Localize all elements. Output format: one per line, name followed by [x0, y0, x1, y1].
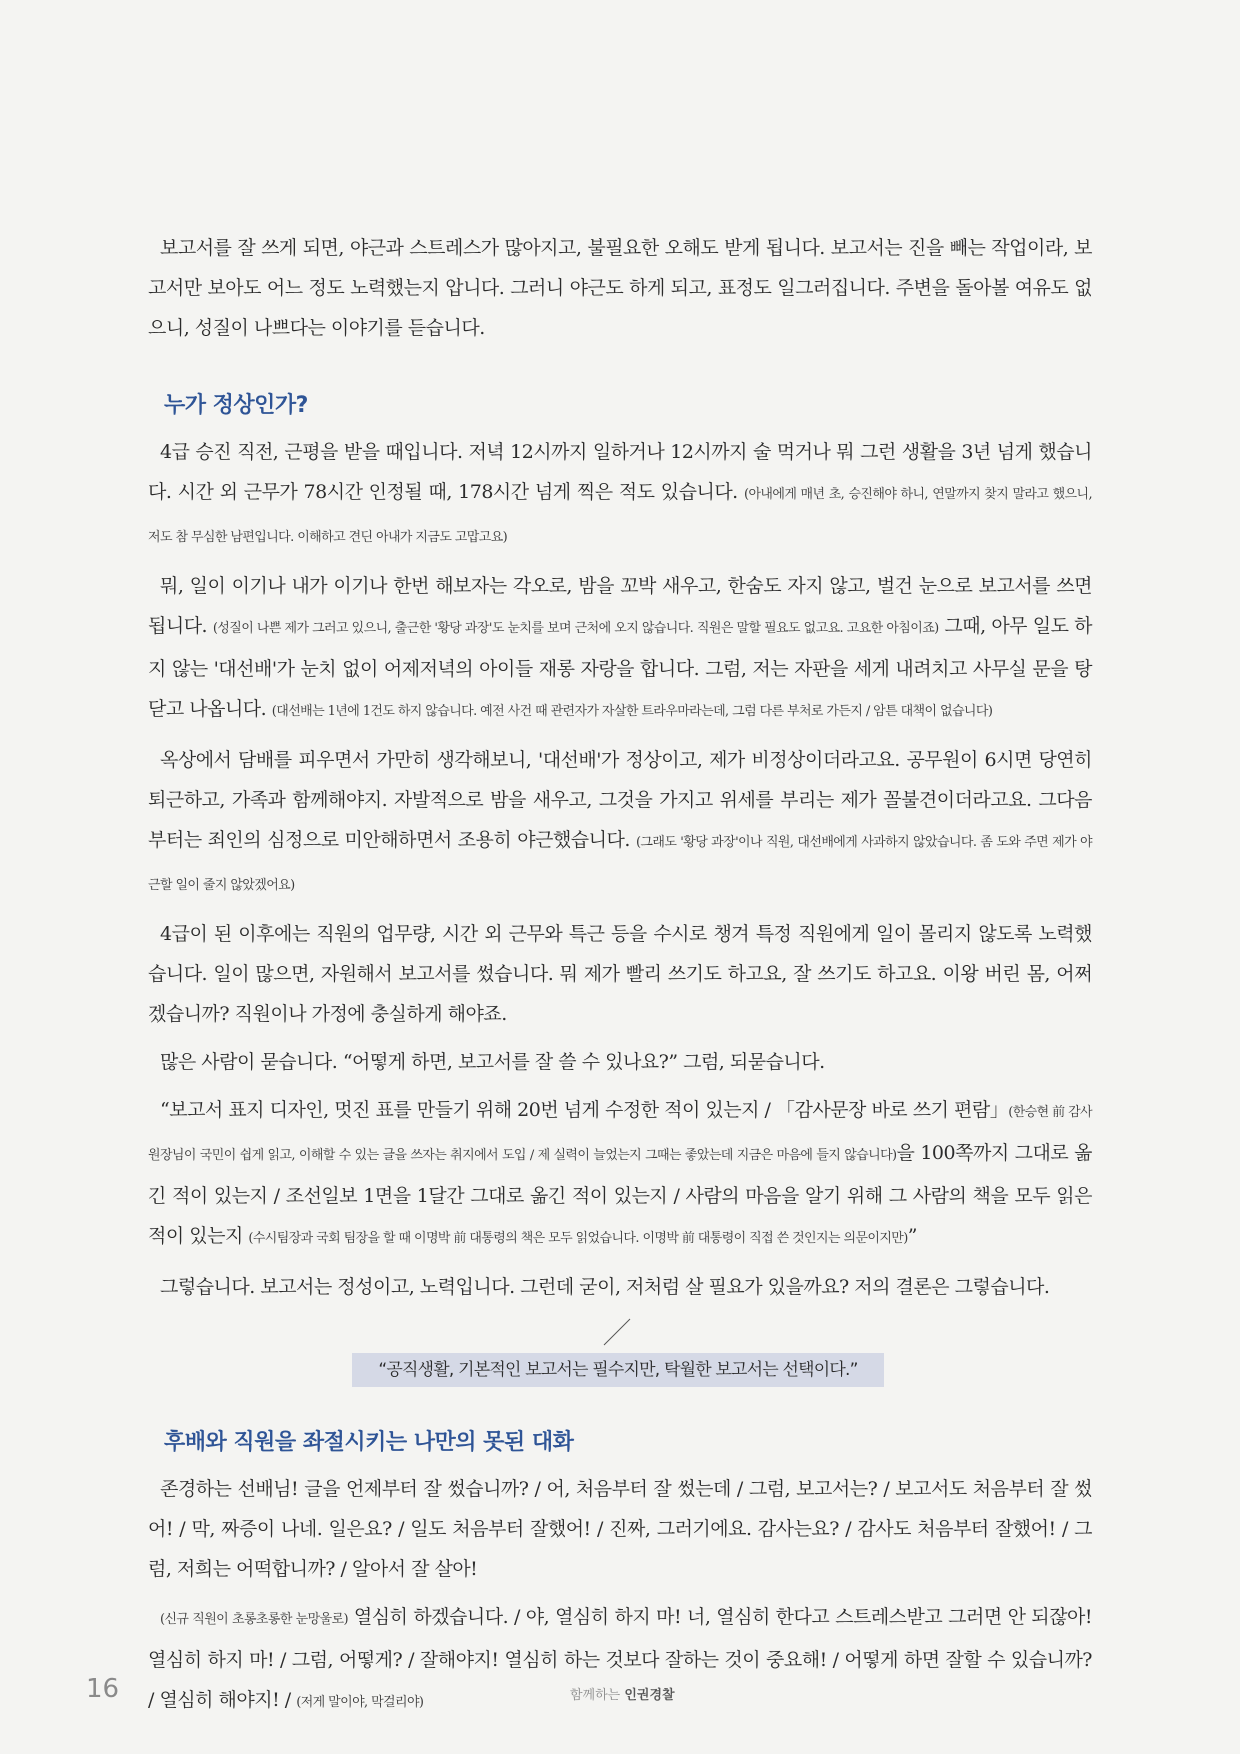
- paragraph-rooftop: [148, 740, 1092, 906]
- paragraph-note: (아내에게 매년 초, 승진해야 하니, 연말까지 찾지 말라고 했으니, 저도 참 무심한 남편입니다. 이해하고 견딘 아내가 지금도 고맙고요): [148, 487, 1092, 545]
- section-heading-normal: 누가 정상인가?: [164, 393, 308, 418]
- paragraph-text: 4급 승진 직전, 근평을 받을 때입니다. 저녁 12시까지 일하거나 12시까지 술 먹거나 뭐 그런 생활을 3년 넘게 했습니다. 시간 외 근무가 78시간 인정될 때, 178시간 넘게 찍은 적도 있습니다.: [148, 441, 1092, 503]
- footer-brand-prefix: 함께하는: [570, 1688, 621, 1703]
- paragraph-note: (대선배는 1년에 1건도 하지 않습니다. 예전 사건 때 관련자가 자살한 트라우마라는데, 그럼 다른 부처로 가든지 / 암튼 대책이 없습니다): [271, 704, 993, 719]
- paragraph-text: 그렇습니다. 보고서는 정성이고, 노력입니다. 그런데 굳이, 저처럼 살 필요가 있을까요? 저의 결론은 그렇습니다.: [160, 1276, 1050, 1298]
- slash-divider-icon: [602, 1317, 632, 1347]
- paragraph-text: 열심히 하겠습니다. / 야, 열심히 하지 마! 너, 열심히 한다고 스트레스받고 그러면 안 되잖아! 열심히 하지 마! / 그럼, 어떻게? / 잘해야지! 열심히 하는 것보다 잘하는 것이 중요해! / 어떻게 하면 잘할 수 있습니까? / 열심히 해야지! /: [148, 1606, 1093, 1711]
- section-heading-bad-dialogue: 후배와 직원을 좌절시키는 나만의 못된 대화: [164, 1430, 574, 1455]
- paragraph-note: (한승현 前 감사원장님이 국민이 쉽게 읽고, 이해할 수 있는 글을 쓰자는 취지에서 도입 / 제 실력이 늘었는지 그때는 좋았는데 지금은 마음에 들지 않습니다): [148, 1105, 1092, 1163]
- paragraph-text: 많은 사람이 묻습니다. “어떻게 하면, 보고서를 잘 쓸 수 있나요?” 그럼, 되묻습니다.: [160, 1051, 825, 1073]
- callout-block: [148, 1317, 1092, 1387]
- paragraph-note: (수시팀장과 국회 팀장을 할 때 이명박 前 대통령의 책은 모두 읽었습니다. 이명박 前 대통령이 직접 쓴 것인지는 의문이지만): [248, 1231, 908, 1246]
- footer-brand: [570, 1684, 675, 1703]
- paragraph-promotion: [148, 432, 1092, 558]
- paragraph-note: (그래도 '황당 과장'이나 직원, 대선배에게 사과하지 않았습니다. 좀 도와 주면 제가 야근할 일이 줄지 않았겠어요): [148, 835, 1092, 893]
- paragraph-text: 옥상에서 담배를 피우면서 가만히 생각해보니, '대선배'가 정상이고, 제가 비정상이더라고요. 공무원이 6시면 당연히 퇴근하고, 가족과 함께해야지. 자발적으로 밤을 새우고, 그것을 가지고 위세를 부리는 제가 꼴불견이더라고요. 그다음부터는 죄인의 심정으로 미안해하면서 조용히 야근했습니다.: [148, 749, 1092, 851]
- paragraph-text: “보고서 표지 디자인, 멋진 표를 만들기 위해 20번 넘게 수정한 적이 있는지 / 「감사문장 바로 쓰기 편람」: [160, 1099, 1009, 1121]
- paragraph-intro: [148, 228, 1092, 348]
- paragraph-dialogue-2: [148, 1597, 1092, 1723]
- paragraph-dialogue-1: [148, 1469, 1092, 1589]
- paragraph-text: 을 100쪽까지 그대로 옮긴 적이 있는지 / 조선일보 1면을 1달간 그대로 옮긴 적이 있는지 / 사람의 마음을 알기 위해 그 사람의 책을 모두 읽은 적이 있는지: [148, 1142, 1093, 1247]
- paragraph-text: 4급이 된 이후에는 직원의 업무량, 시간 외 근무와 특근 등을 수시로 챙겨 특정 직원에게 일이 몰리지 않도록 노력했습니다. 일이 많으면, 자원해서 보고서를 썼습니다. 뭐 제가 빨리 쓰기도 하고요, 잘 쓰기도 하고요. 이왕 버린 몸, 어쩌겠습니까? 직원이나 가정에 충실하게 해야죠.: [148, 923, 1092, 1025]
- paragraph-conclusion: [148, 1267, 1092, 1307]
- article-body: [148, 228, 1092, 1745]
- paragraph-text: 뭐, 일이 이기나 내가 이기나 한번 해보자는 각오로, 밤을 꼬박 새우고, 한숨도 자지 않고, 벌건 눈으로 보고서를 쓰면 됩니다.: [148, 575, 1092, 637]
- page-number: 16: [86, 1674, 120, 1704]
- paragraph-text: 보고서를 잘 쓰게 되면, 야근과 스트레스가 많아지고, 불필요한 오해도 받게 됩니다. 보고서는 진을 빼는 작업이라, 보고서만 보아도 어느 정도 노력했는지 압니다. 그러니 야근도 하게 되고, 표정도 일그러집니다. 주변을 돌아볼 여유도 없으니, 성질이 나쁘다는 이야기를 듣습니다.: [148, 237, 1092, 339]
- footer-brand-name: 인권경찰: [624, 1688, 675, 1703]
- paragraph-quote: [148, 1090, 1092, 1259]
- paragraph-note: (저게 말이야, 막걸리야): [296, 1695, 424, 1710]
- paragraph-grade4: [148, 914, 1092, 1034]
- callout-quote: “공직생활, 기본적인 보고서는 필수지만, 탁월한 보고서는 선택이다.”: [352, 1353, 884, 1387]
- paragraph-all-nighter: [148, 566, 1092, 732]
- paragraph-text: 존경하는 선배님! 글을 언제부터 잘 썼습니까? / 어, 처음부터 잘 썼는데 / 그럼, 보고서는? / 보고서도 처음부터 잘 썼어! / 막, 짜증이 나네. 일은요? / 일도 처음부터 잘했어! / 진짜, 그러기에요. 감사는요? / 감사도 처음부터 잘했어! / 그럼, 저희는 어떡합니까? / 알아서 잘 살아!: [148, 1478, 1092, 1580]
- paragraph-text: 그때, 아무 일도 하지 않는 '대선배'가 눈치 없이 어제저녁의 아이들 재롱 자랑을 합니다. 그럼, 저는 자판을 세게 내려치고 사무실 문을 탕 닫고 나옵니다.: [148, 615, 1093, 720]
- quote-close: ”: [907, 1225, 917, 1247]
- paragraph-note: (성질이 나쁜 제가 그러고 있으니, 출근한 '황당 과장'도 눈치를 보며 근처에 오지 않습니다. 직원은 말할 필요도 없고요. 고요한 아침이죠): [212, 621, 939, 636]
- paragraph-question: [148, 1042, 1092, 1082]
- paragraph-note: (신규 직원이 초롱초롱한 눈망울로): [160, 1612, 348, 1627]
